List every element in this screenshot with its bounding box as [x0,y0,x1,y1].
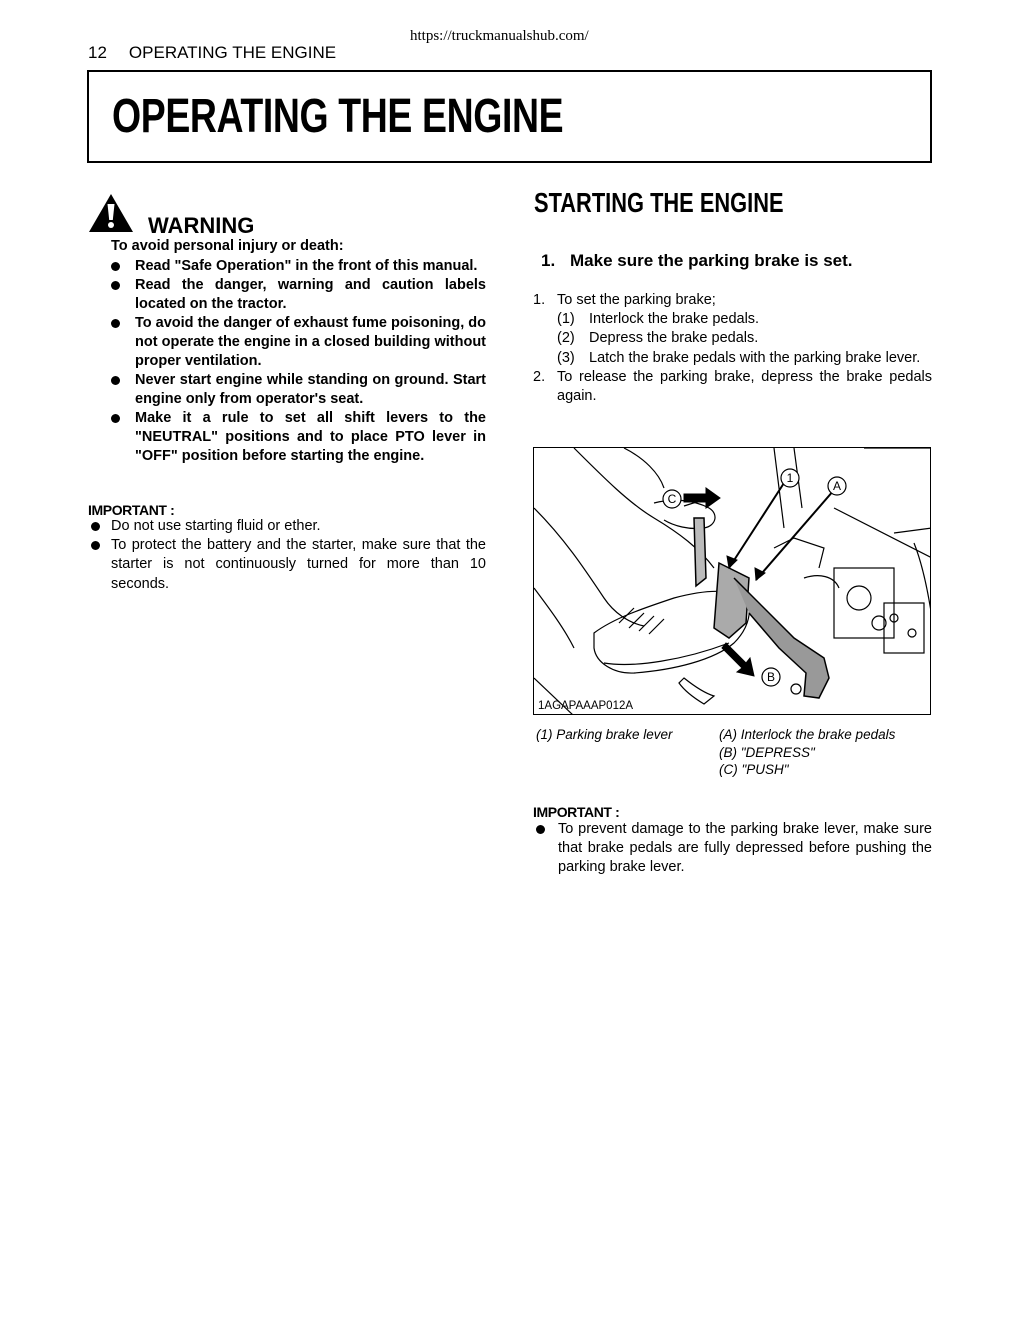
important-list [533,820,932,878]
list-item: Make it a rule to set all shift levers to the "NEUTRAL" positions and to place PTO lever in "OFF" position before starting the engine. [111,409,486,466]
bullet-icon [111,281,120,290]
step-heading: 1. Make sure the parking brake is set. [541,251,853,270]
list-item: (1) Interlock the brake pedals. [557,311,760,328]
important-label: IMPORTANT : [88,502,175,518]
list-item: Do not use starting fluid or ether. [88,517,486,536]
callout-1: 1 [786,471,794,485]
chapter-title-box [87,70,932,163]
callout-b: B [766,670,776,684]
important-list [88,517,486,594]
bullet-icon [91,541,100,550]
warning-triangle-icon [88,193,134,233]
running-section-title: OPERATING THE ENGINE [128,43,337,62]
warning-intro: To avoid personal injury or death: [111,238,344,254]
list-item: To protect the battery and the starter, make sure that the starter is not continuously turned for more than 10 seconds. [88,536,486,594]
bullet-icon [111,262,120,271]
warning-label: WARNING [148,213,255,238]
callout-a: A [832,479,842,493]
important-label: IMPORTANT : [533,804,620,820]
procedure-steps [533,291,932,406]
warning-list [111,257,486,466]
list-item: (3) Latch the brake pedals with the parking brake lever. [557,349,921,366]
bullet-icon [111,414,120,423]
page-number: 12 [88,43,107,62]
running-header [88,43,336,63]
section-title: STARTING THE ENGINE [534,187,784,218]
illustration-drawing [534,448,931,715]
list-item: To prevent damage to the parking brake lever, make sure that brake pedals are fully depressed before pushing the parking brake lever. [533,820,932,878]
bullet-icon [111,319,120,328]
list-item: 2. To release the parking brake, depress the brake pedals again. [533,368,932,405]
list-item: 1. To set the parking brake; (1) Interlock the brake pedals. (2) Depress the brake pedals. (3) Latch the brake pedals with the parking brake lever. [533,291,932,368]
list-item: To avoid the danger of exhaust fume poisoning, do not operate the engine in a closed building without proper ventilation. [111,314,486,371]
list-item: Read "Safe Operation" in the front of this manual. [111,257,486,276]
bullet-icon [536,825,545,834]
list-item: (2) Depress the brake pedals. [557,330,759,347]
brake-pedal-illustration [533,447,931,715]
list-item: Never start engine while standing on ground. Start engine only from operator's seat. [111,371,486,409]
figure-caption-right: (A) Interlock the brake pedals (B) "DEPRESS" (C) "PUSH" [719,727,896,777]
figure-caption-left: (1) Parking brake lever [536,727,673,742]
bullet-icon [91,522,100,531]
bullet-icon [111,376,120,385]
chapter-title: OPERATING THE ENGINE [112,90,564,143]
figure-code: 1AGAPAAAP012A [538,700,634,712]
callout-c: C [667,492,677,506]
source-url: https://truckmanualshub.com/ [410,28,589,44]
list-item: Read the danger, warning and caution labels located on the tractor. [111,276,486,314]
